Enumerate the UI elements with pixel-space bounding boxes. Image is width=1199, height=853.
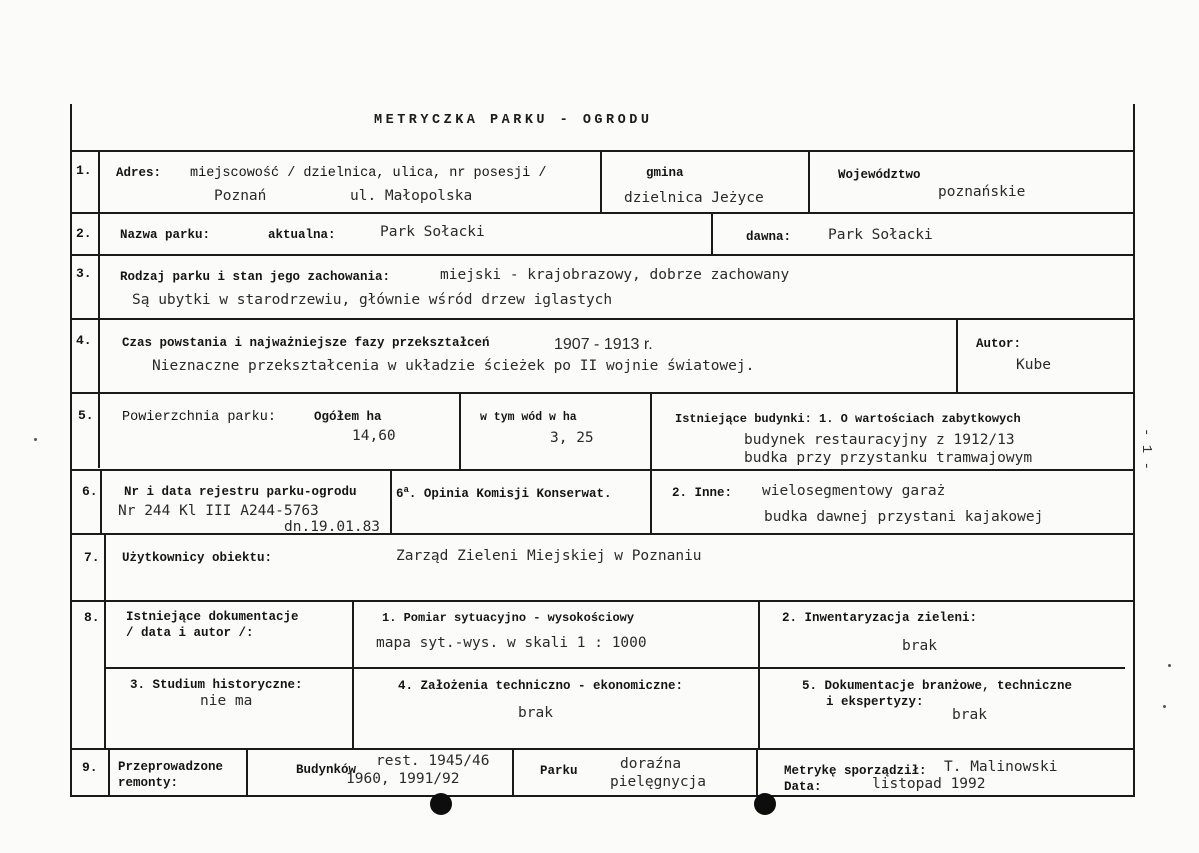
opinion-text: . Opinia Komisji Konserwat.: [408, 487, 612, 502]
row-number: 6.: [82, 484, 98, 499]
row-number: 4.: [76, 333, 92, 348]
dust-speck: [1163, 705, 1166, 708]
history-study-label: 3. Studium historyczne:: [130, 678, 303, 692]
author-label: Autor:: [976, 337, 1022, 351]
row-number: 3.: [76, 266, 92, 281]
date-label: Data:: [784, 780, 822, 794]
branch-docs-value: brak: [952, 707, 987, 723]
punch-hole: [430, 793, 452, 815]
opinion-superscript: a: [403, 485, 409, 495]
other-buildings-label: 2. Inne:: [672, 486, 733, 500]
address-hint: miejscowość / dzielnica, ulica, nr posesji /: [190, 166, 547, 181]
region-value: poznańskie: [938, 184, 1026, 200]
gmina-value: dzielnica Jeżyce: [624, 190, 764, 206]
repairs-label-1: Przeprowadzone: [118, 760, 224, 774]
tech-assumptions-label: 4. Założenia techniczno - ekonomiczne:: [398, 679, 684, 693]
former-name-value: Park Sołacki: [828, 227, 933, 243]
register-date: dn.19.01.83: [284, 519, 381, 535]
current-name-value: Park Sołacki: [380, 224, 485, 240]
street-value: ul. Małopolska: [350, 188, 473, 204]
water-area-value: 3, 25: [550, 430, 594, 446]
opinion-number: 6: [396, 487, 404, 502]
history-study-value: nie ma: [200, 693, 253, 709]
row-number: 2.: [76, 226, 92, 241]
docs-label-2: / data i autor /:: [126, 626, 254, 640]
compiled-by-value: T. Malinowski: [944, 759, 1058, 775]
condition-note: Są ubytki w starodrzewiu, głównie wśród drzew iglastych: [132, 292, 613, 308]
users-label: Użytkownicy obiektu:: [122, 551, 273, 565]
years-value: 1907 - 1913 r.: [554, 336, 653, 353]
buildings-repairs-value-2: 1960, 1991/92: [346, 771, 460, 787]
building-2: budka przy przystanku tramwajowym: [744, 450, 1033, 466]
dust-speck: [1168, 664, 1171, 667]
tech-assumptions-value: brak: [518, 705, 553, 721]
repairs-label-2: remonty:: [118, 776, 179, 790]
compiled-by-label: Metrykę sporządził:: [784, 764, 927, 778]
park-type-value: miejski - krajobrazowy, dobrze zachowany: [440, 267, 790, 283]
park-repairs-label: Parku: [540, 764, 578, 778]
row-number: 7.: [84, 550, 100, 565]
branch-docs-label-2: i ekspertyzy:: [826, 695, 924, 709]
row-number: 5.: [78, 408, 94, 423]
former-name-label: dawna:: [746, 230, 792, 244]
register-value: Nr 244 Kl III A244-5763: [118, 503, 319, 519]
author-value: Kube: [1016, 357, 1051, 373]
row-number: 9.: [82, 760, 98, 775]
buildings-repairs-value-1: rest. 1945/46: [376, 753, 490, 769]
punch-hole: [754, 793, 776, 815]
city-value: Poznań: [214, 188, 267, 204]
phases-label: Czas powstania i najważniejsze fazy przekształceń: [122, 336, 490, 350]
page-number-mark: - 1 -: [1138, 428, 1154, 471]
gmina-label: gmina: [646, 166, 684, 180]
water-area-label: w tym wód w ha: [480, 411, 577, 424]
address-label: Adres:: [116, 166, 162, 180]
park-repairs-value-1: doraźna: [620, 756, 682, 772]
current-name-label: aktualna:: [268, 228, 336, 242]
other-building-2: budka dawnej przystani kajakowej: [764, 509, 1044, 525]
users-value: Zarząd Zieleni Miejskiej w Poznaniu: [396, 548, 702, 564]
form-title: METRYCZKA PARKU - OGRODU: [374, 113, 653, 128]
opinion-label: [396, 485, 611, 501]
total-area-label: Ogółem ha: [314, 410, 382, 424]
survey-value: mapa syt.-wys. w skali 1 : 1000: [376, 635, 647, 651]
dust-speck: [34, 438, 37, 441]
docs-label-1: Istniejące dokumentacje: [126, 610, 299, 624]
total-area-value: 14,60: [352, 428, 396, 444]
area-label: Powierzchnia parku:: [122, 410, 276, 425]
branch-docs-label-1: 5. Dokumentacje branżowe, techniczne: [802, 679, 1073, 693]
building-1: budynek restauracyjny z 1912/13: [744, 432, 1015, 448]
region-label: Województwo: [838, 168, 921, 182]
phases-value: Nieznaczne przekształcenia w układzie ścieżek po II wojnie światowej.: [152, 358, 755, 374]
inventory-label: 2. Inwentaryzacja zieleni:: [782, 611, 978, 625]
row-number: 1.: [76, 163, 92, 178]
park-type-label: Rodzaj parku i stan jego zachowania:: [120, 270, 391, 284]
park-repairs-value-2: pielęgnycja: [610, 774, 707, 790]
park-name-label: Nazwa parku:: [120, 228, 211, 242]
other-building-1: wielosegmentowy garaż: [762, 483, 946, 499]
register-label: Nr i data rejestru parku-ogrodu: [124, 485, 357, 499]
inventory-value: brak: [902, 638, 937, 654]
buildings-repairs-label: Budynków: [296, 763, 357, 777]
row-number: 8.: [84, 610, 100, 625]
buildings-label: Istniejące budynki: 1. O wartościach zabytkowych: [675, 412, 1021, 426]
date-value: listopad 1992: [872, 776, 986, 792]
survey-label: 1. Pomiar sytuacyjno - wysokościowy: [382, 611, 635, 625]
